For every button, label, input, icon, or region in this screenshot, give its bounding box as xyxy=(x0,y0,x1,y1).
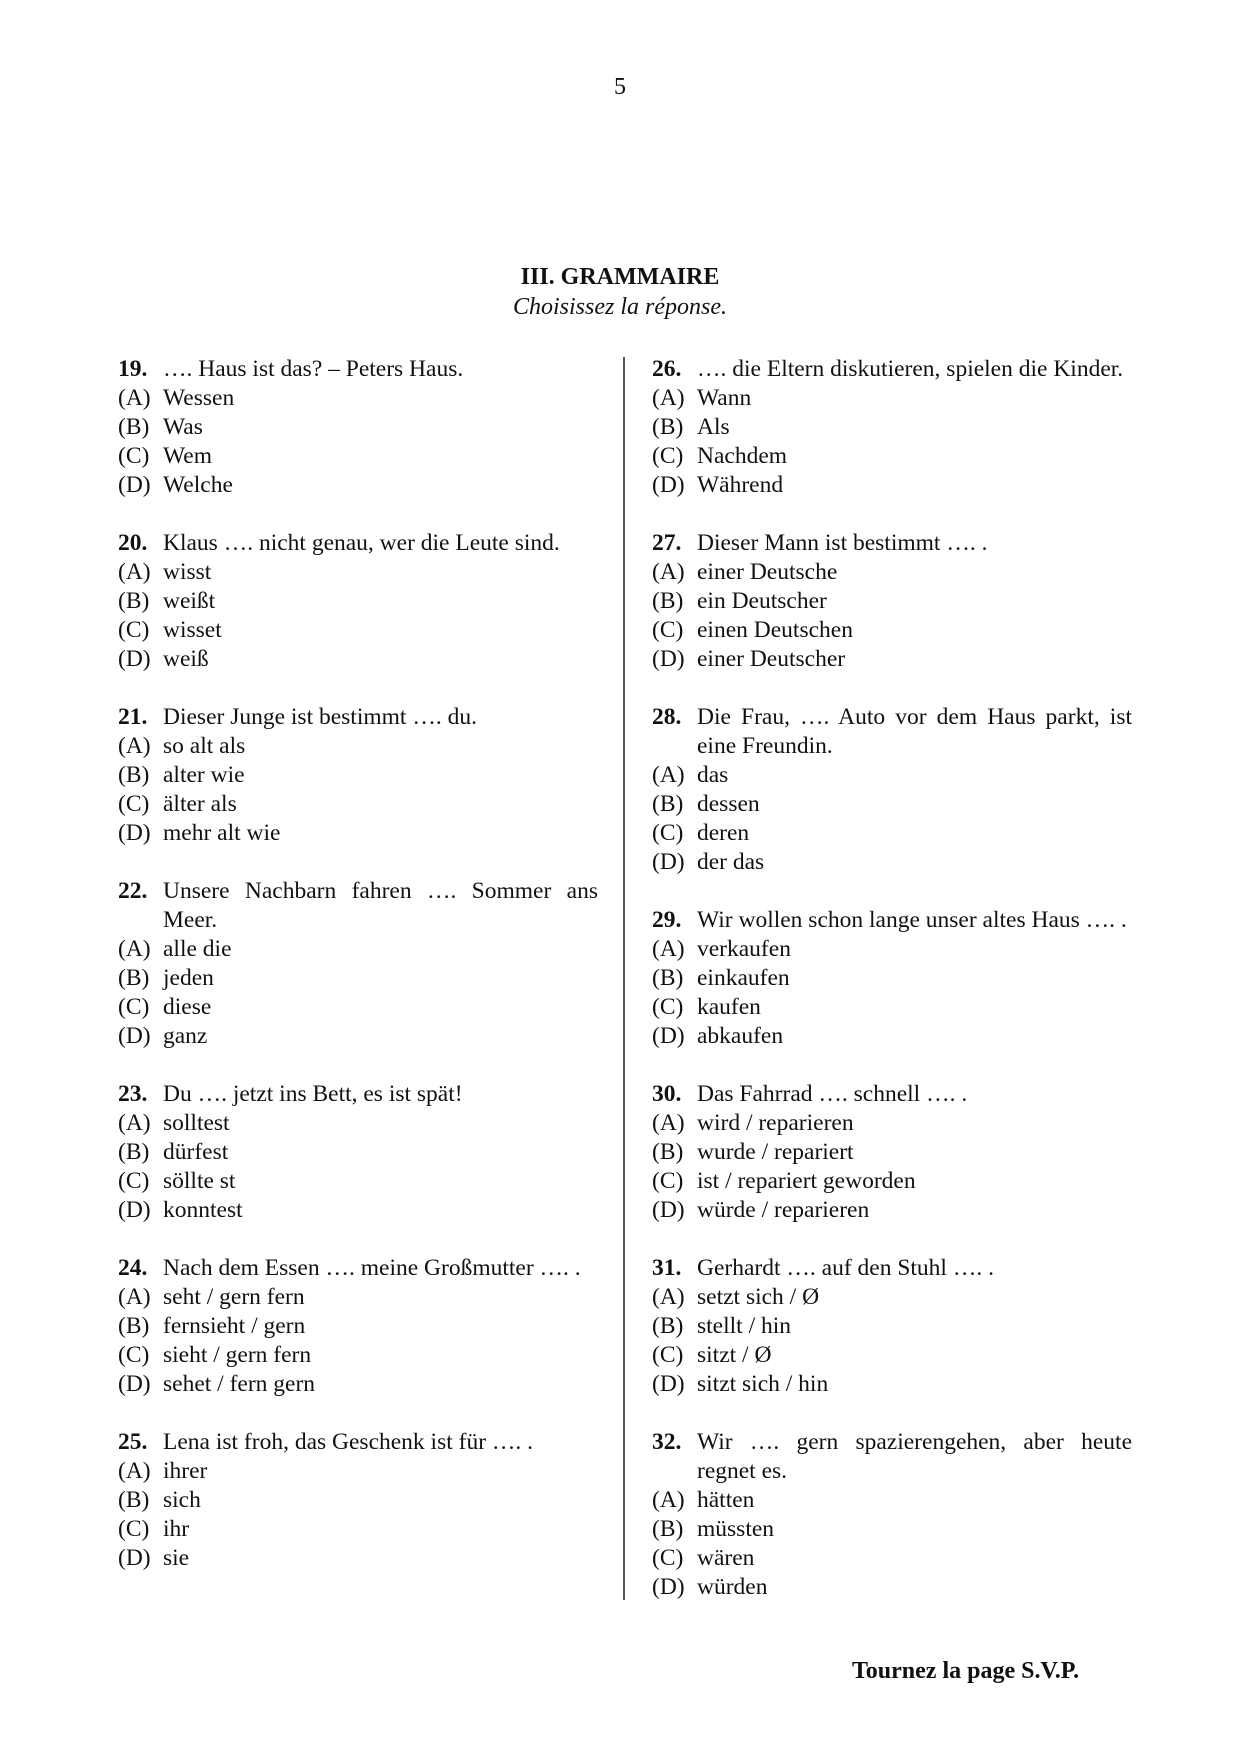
option-text: hätten xyxy=(697,1487,755,1513)
page-number: 5 xyxy=(614,74,626,100)
option-letter: (D) xyxy=(118,1545,151,1571)
answer-option xyxy=(118,1312,598,1341)
option-letter: (C) xyxy=(652,617,684,643)
answer-option xyxy=(652,1515,1132,1544)
option-letter: (B) xyxy=(652,414,684,440)
question-27 xyxy=(652,529,1132,674)
option-letter: (D) xyxy=(118,820,151,846)
question-number: 26. xyxy=(652,356,682,382)
left-column xyxy=(118,355,598,1602)
answer-option xyxy=(652,1167,1132,1196)
question-number: 32. xyxy=(652,1429,682,1455)
answer-option xyxy=(118,1457,598,1486)
option-letter: (D) xyxy=(652,849,685,875)
answer-option xyxy=(118,645,598,674)
question-number: 30. xyxy=(652,1081,682,1107)
question-stem xyxy=(118,529,598,558)
question-number: 23. xyxy=(118,1081,148,1107)
answer-option xyxy=(118,442,598,471)
answer-option xyxy=(118,558,598,587)
question-23 xyxy=(118,1080,598,1225)
section-subtitle: Choisissez la réponse. xyxy=(512,294,727,320)
answer-option xyxy=(652,964,1132,993)
option-letter: (A) xyxy=(118,559,151,585)
option-text: ein Deutscher xyxy=(697,588,827,614)
option-letter: (B) xyxy=(652,1313,684,1339)
option-text: kaufen xyxy=(697,994,761,1020)
option-text: alle die xyxy=(163,936,232,962)
right-column xyxy=(652,355,1132,1631)
answer-option xyxy=(118,384,598,413)
answer-option xyxy=(652,1573,1132,1602)
question-text: Wir …. gern spazierengehen, aber heute regnet es. xyxy=(697,1429,1132,1484)
option-letter: (D) xyxy=(118,472,151,498)
option-text: stellt / hin xyxy=(697,1313,791,1339)
option-letter: (A) xyxy=(118,936,151,962)
option-letter: (D) xyxy=(652,1023,685,1049)
answer-option xyxy=(652,1138,1132,1167)
answer-option xyxy=(118,732,598,761)
answer-option xyxy=(652,413,1132,442)
answer-option xyxy=(652,1196,1132,1225)
option-text: Wann xyxy=(697,385,752,411)
option-letter: (A) xyxy=(652,936,685,962)
option-text: würden xyxy=(697,1574,768,1600)
option-letter: (A) xyxy=(118,1458,151,1484)
question-stem xyxy=(652,1428,1132,1486)
question-text: Wir wollen schon lange unser altes Haus …. . xyxy=(697,907,1127,933)
question-number: 22. xyxy=(118,878,148,904)
option-letter: (A) xyxy=(652,559,685,585)
option-letter: (D) xyxy=(652,1574,685,1600)
answer-option xyxy=(652,1370,1132,1399)
question-number: 25. xyxy=(118,1429,148,1455)
question-number: 19. xyxy=(118,356,148,382)
option-text: ihr xyxy=(163,1516,190,1542)
option-text: Als xyxy=(697,414,730,440)
answer-option xyxy=(118,1138,598,1167)
option-text: wisst xyxy=(163,559,212,585)
question-20 xyxy=(118,529,598,674)
option-letter: (C) xyxy=(118,443,150,469)
question-stem xyxy=(652,1080,1132,1109)
answer-option xyxy=(118,1341,598,1370)
option-text: sich xyxy=(163,1487,201,1513)
option-text: wisset xyxy=(163,617,222,643)
option-letter: (C) xyxy=(652,1342,684,1368)
option-letter: (C) xyxy=(652,443,684,469)
question-text: Klaus …. nicht genau, wer die Leute sind. xyxy=(163,530,560,556)
answer-option xyxy=(652,558,1132,587)
question-number: 24. xyxy=(118,1255,148,1281)
option-text: sieht / gern fern xyxy=(163,1342,312,1368)
answer-option xyxy=(118,1283,598,1312)
option-text: sitzt / Ø xyxy=(697,1342,772,1368)
option-letter: (B) xyxy=(118,965,150,991)
answer-option xyxy=(118,587,598,616)
option-text: sitzt sich / hin xyxy=(697,1371,829,1397)
option-text: wird / reparieren xyxy=(697,1110,854,1136)
option-text: setzt sich / Ø xyxy=(697,1284,820,1310)
question-text: Gerhardt …. auf den Stuhl …. . xyxy=(697,1255,994,1281)
option-letter: (D) xyxy=(118,646,151,672)
question-number: 21. xyxy=(118,704,148,730)
option-letter: (A) xyxy=(652,1487,685,1513)
answer-option xyxy=(118,1022,598,1051)
question-stem xyxy=(652,1254,1132,1283)
option-text: verkaufen xyxy=(697,936,791,962)
option-text: wurde / repariert xyxy=(697,1139,854,1165)
option-letter: (C) xyxy=(118,1342,150,1368)
option-text: seht / gern fern xyxy=(163,1284,305,1310)
question-text: Die Frau, …. Auto vor dem Haus parkt, ist eine Freundin. xyxy=(697,704,1132,759)
option-text: so alt als xyxy=(163,733,246,759)
option-text: einen Deutschen xyxy=(697,617,853,643)
answer-option xyxy=(652,1341,1132,1370)
option-letter: (B) xyxy=(118,588,150,614)
option-text: abkaufen xyxy=(697,1023,784,1049)
answer-option xyxy=(652,935,1132,964)
option-text: dürfest xyxy=(163,1139,229,1165)
section-title: III. GRAMMAIRE xyxy=(520,264,720,290)
option-text: ist / repariert geworden xyxy=(697,1168,916,1194)
question-stem xyxy=(652,355,1132,384)
option-letter: (A) xyxy=(652,762,685,788)
answer-option xyxy=(652,645,1132,674)
option-letter: (A) xyxy=(118,733,151,759)
option-text: einkaufen xyxy=(697,965,790,991)
answer-option xyxy=(118,1196,598,1225)
answer-option xyxy=(118,1486,598,1515)
option-letter: (C) xyxy=(118,1516,150,1542)
option-text: deren xyxy=(697,820,750,846)
option-text: Nachdem xyxy=(697,443,788,469)
option-letter: (C) xyxy=(118,791,150,817)
option-text: einer Deutscher xyxy=(697,646,846,672)
answer-option xyxy=(652,1486,1132,1515)
question-stem xyxy=(652,703,1132,761)
question-31 xyxy=(652,1254,1132,1399)
option-text: älter als xyxy=(163,791,237,817)
question-24 xyxy=(118,1254,598,1399)
option-text: fernsieht / gern xyxy=(163,1313,306,1339)
answer-option xyxy=(652,616,1132,645)
question-stem xyxy=(652,906,1132,935)
footer-turn-page: Tournez la page S.V.P. xyxy=(852,1658,1080,1684)
option-text: das xyxy=(697,762,729,788)
option-letter: (D) xyxy=(652,646,685,672)
answer-option xyxy=(652,471,1132,500)
option-letter: (C) xyxy=(118,1168,150,1194)
answer-option xyxy=(652,819,1132,848)
option-text: sehet / fern gern xyxy=(163,1371,316,1397)
option-letter: (B) xyxy=(118,1139,150,1165)
answer-option xyxy=(652,1544,1132,1573)
option-text: konntest xyxy=(163,1197,243,1223)
question-30 xyxy=(652,1080,1132,1225)
answer-option xyxy=(118,616,598,645)
option-letter: (B) xyxy=(652,1516,684,1542)
answer-option xyxy=(118,935,598,964)
option-letter: (C) xyxy=(652,994,684,1020)
option-text: Wem xyxy=(163,443,213,469)
answer-option xyxy=(652,761,1132,790)
question-25 xyxy=(118,1428,598,1573)
option-text: weißt xyxy=(163,588,216,614)
question-number: 20. xyxy=(118,530,148,556)
answer-option xyxy=(118,790,598,819)
question-26 xyxy=(652,355,1132,500)
option-text: Wessen xyxy=(163,385,235,411)
answer-option xyxy=(652,1312,1132,1341)
option-letter: (C) xyxy=(118,994,150,1020)
question-28 xyxy=(652,703,1132,877)
option-letter: (B) xyxy=(652,965,684,991)
question-stem xyxy=(118,1080,598,1109)
option-text: söllte st xyxy=(163,1168,236,1194)
option-letter: (A) xyxy=(652,1284,685,1310)
option-letter: (A) xyxy=(652,385,685,411)
question-text: Du …. jetzt ins Bett, es ist spät! xyxy=(163,1081,463,1107)
column-divider xyxy=(623,357,625,1600)
answer-option xyxy=(652,1022,1132,1051)
option-letter: (B) xyxy=(652,588,684,614)
question-stem xyxy=(118,1254,598,1283)
question-stem xyxy=(652,529,1132,558)
answer-option xyxy=(118,1167,598,1196)
option-letter: (D) xyxy=(652,1197,685,1223)
answer-option xyxy=(652,993,1132,1022)
question-text: …. Haus ist das? – Peters Haus. xyxy=(163,356,464,382)
option-letter: (C) xyxy=(118,617,150,643)
option-text: jeden xyxy=(163,965,214,991)
option-letter: (A) xyxy=(118,385,151,411)
question-text: Das Fahrrad …. schnell …. . xyxy=(697,1081,968,1107)
option-letter: (C) xyxy=(652,1168,684,1194)
option-letter: (D) xyxy=(652,472,685,498)
question-text: Nach dem Essen …. meine Großmutter …. . xyxy=(163,1255,581,1281)
question-22 xyxy=(118,877,598,1051)
question-number: 27. xyxy=(652,530,682,556)
answer-option xyxy=(118,964,598,993)
question-text: Dieser Mann ist bestimmt …. . xyxy=(697,530,988,556)
option-letter: (B) xyxy=(118,414,150,440)
answer-option xyxy=(652,1283,1132,1312)
question-text: Lena ist froh, das Geschenk ist für …. . xyxy=(163,1429,534,1455)
option-text: Was xyxy=(163,414,203,440)
option-letter: (C) xyxy=(652,1545,684,1571)
answer-option xyxy=(118,1515,598,1544)
question-stem xyxy=(118,355,598,384)
option-text: einer Deutsche xyxy=(697,559,838,585)
question-text: Unsere Nachbarn fahren …. Sommer ans Meer. xyxy=(163,878,598,933)
option-text: mehr alt wie xyxy=(163,820,281,846)
question-21 xyxy=(118,703,598,848)
option-letter: (A) xyxy=(118,1284,151,1310)
option-text: Während xyxy=(697,472,784,498)
answer-option xyxy=(118,1109,598,1138)
option-letter: (B) xyxy=(652,1139,684,1165)
question-stem xyxy=(118,703,598,732)
answer-option xyxy=(118,993,598,1022)
option-letter: (A) xyxy=(118,1110,151,1136)
answer-option xyxy=(118,413,598,442)
option-letter: (D) xyxy=(652,1371,685,1397)
option-text: alter wie xyxy=(163,762,245,788)
option-text: Welche xyxy=(163,472,233,498)
answer-option xyxy=(652,790,1132,819)
answer-option xyxy=(118,1370,598,1399)
option-letter: (D) xyxy=(118,1371,151,1397)
question-number: 29. xyxy=(652,907,682,933)
option-letter: (B) xyxy=(652,791,684,817)
answer-option xyxy=(652,848,1132,877)
option-text: würde / reparieren xyxy=(697,1197,870,1223)
answer-option xyxy=(652,587,1132,616)
option-letter: (D) xyxy=(118,1197,151,1223)
question-32 xyxy=(652,1428,1132,1602)
question-stem xyxy=(118,1428,598,1457)
answer-option xyxy=(118,819,598,848)
answer-option xyxy=(652,1109,1132,1138)
question-number: 31. xyxy=(652,1255,682,1281)
question-stem xyxy=(118,877,598,935)
option-letter: (A) xyxy=(652,1110,685,1136)
answer-option xyxy=(652,384,1132,413)
option-letter: (B) xyxy=(118,1313,150,1339)
option-text: solltest xyxy=(163,1110,230,1136)
option-text: ihrer xyxy=(163,1458,208,1484)
answer-option xyxy=(118,761,598,790)
option-letter: (D) xyxy=(118,1023,151,1049)
option-text: diese xyxy=(163,994,212,1020)
question-number: 28. xyxy=(652,704,682,730)
option-text: müssten xyxy=(697,1516,775,1542)
option-letter: (B) xyxy=(118,1487,150,1513)
answer-option xyxy=(652,442,1132,471)
option-text: wären xyxy=(697,1545,755,1571)
answer-option xyxy=(118,471,598,500)
option-text: weiß xyxy=(163,646,209,672)
question-19 xyxy=(118,355,598,500)
option-text: sie xyxy=(163,1545,190,1571)
question-text: Dieser Junge ist bestimmt …. du. xyxy=(163,704,477,730)
question-29 xyxy=(652,906,1132,1051)
option-letter: (C) xyxy=(652,820,684,846)
option-text: ganz xyxy=(163,1023,208,1049)
option-letter: (B) xyxy=(118,762,150,788)
answer-option xyxy=(118,1544,598,1573)
question-text: …. die Eltern diskutieren, spielen die Kinder. xyxy=(697,356,1124,382)
option-text: der das xyxy=(697,849,765,875)
option-text: dessen xyxy=(697,791,760,817)
